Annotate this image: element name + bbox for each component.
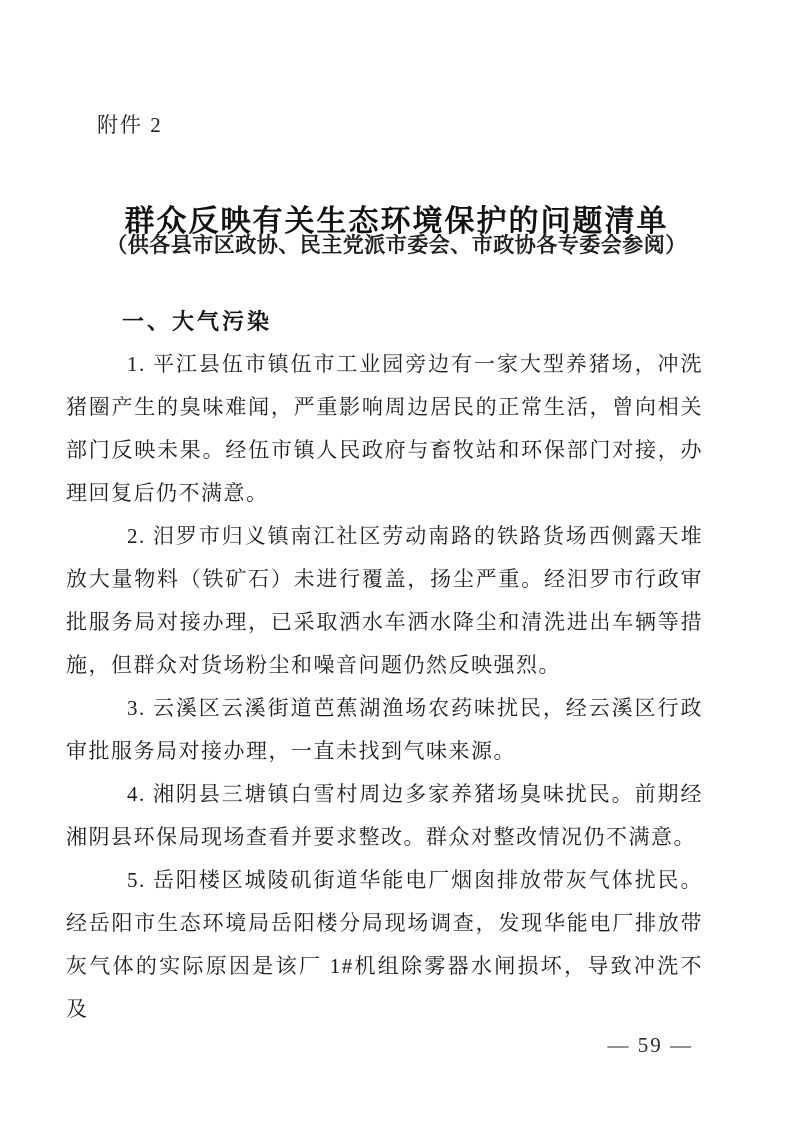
document-title: 群众反映有关生态环境保护的问题清单 xyxy=(124,205,669,239)
attachment-label: 附件 2 xyxy=(97,113,163,137)
paragraph-item-5: 5. 岳阳楼区城陵矶街道华能电厂烟囱排放带灰气体扰民。经岳阳市生态环境局岳阳楼分局现场调查，发现华能电厂排放带灰气体的实际原因是该厂 1#机组除雾器水闸损坏，导致冲洗不及 xyxy=(66,868,703,1021)
paragraph-item-2: 2. 汨罗市归义镇南江社区劳动南路的铁路货场西侧露天堆放大量物料（铁矿石）未进行覆盖，扬尘严重。经汨罗市行政审批服务局对接办理，已采取洒水车洒水降尘和清洗进出车辆等措施，但群众对货场粉尘和噪音问题仍然反映强烈。 xyxy=(66,524,703,677)
document-body xyxy=(66,300,703,1031)
section-heading-air-pollution: 一、大气污染 xyxy=(122,309,273,334)
document-subtitle: （供各县市区政协、民主党派市委会、市政协各专委会参阅） xyxy=(106,233,687,257)
paragraph-item-4: 4. 湘阴县三塘镇白雪村周边多家养猪场臭味扰民。前期经湘阴县环保局现场查看并要求整改。群众对整改情况仍不满意。 xyxy=(66,782,703,849)
paragraph-item-1: 1. 平江县伍市镇伍市工业园旁边有一家大型养猪场，冲洗猪圈产生的臭味难闻，严重影响周边居民的正常生活，曾向相关部门反映未果。经伍市镇人民政府与畜牧站和环保部门对接，办理回复后仍不满意。 xyxy=(66,352,703,505)
page-number: — 59 — xyxy=(607,1033,693,1057)
paragraph-item-3: 3. 云溪区云溪街道芭蕉湖渔场农药味扰民，经云溪区行政审批服务局对接办理，一直未找到气味来源。 xyxy=(66,696,703,763)
